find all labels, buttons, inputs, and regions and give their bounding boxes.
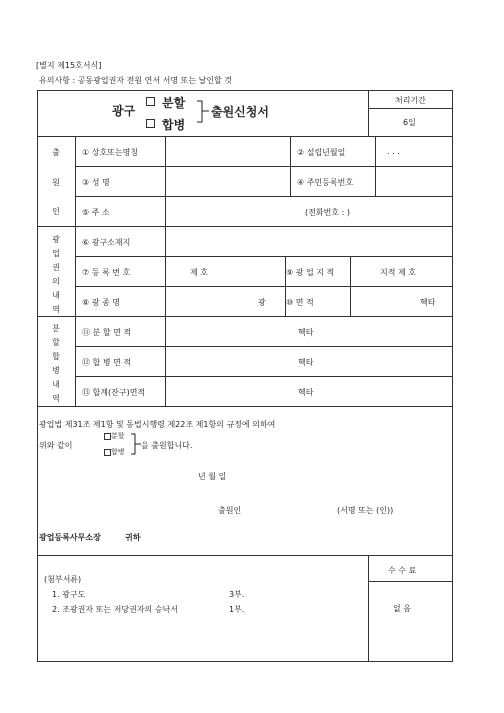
mineral-type-label: ⑧ 광 종 명: [82, 298, 120, 307]
mining-cadastre-label: ⑨ 광 업 지 적: [286, 268, 335, 277]
processing-period-value: 6일: [403, 118, 416, 127]
title-option-split: 분할: [162, 96, 186, 110]
applicant-section-char: 출: [52, 148, 60, 157]
company-name-field[interactable]: [166, 137, 289, 165]
merge-area-label: ⑫ 합 병 면 적: [82, 358, 132, 367]
declaration-prefix: 위와 같이: [39, 441, 73, 450]
signature-field[interactable]: (서명 또는 (인)): [337, 506, 394, 515]
split-section-char: 내: [52, 380, 60, 389]
resident-number-field[interactable]: [376, 167, 452, 195]
title-bracket-icon: [196, 98, 210, 126]
processing-period-label: 처리기간: [395, 96, 426, 105]
split-checkbox[interactable]: [146, 97, 155, 106]
registration-number-label: ⑦ 등 록 번 호: [82, 268, 131, 277]
split-section-char: 합: [52, 352, 60, 361]
merge-checkbox[interactable]: [146, 119, 155, 128]
area-field[interactable]: 헥타: [420, 298, 436, 307]
title-suffix: 출원신청서: [211, 105, 269, 119]
declaration-option-merge: 합병: [111, 448, 125, 456]
applicant-section-char: 인: [52, 207, 60, 216]
recipient-office: 광업등록사무소장: [39, 533, 101, 542]
fee-label: 수 수 료: [388, 566, 417, 575]
application-date[interactable]: 년 월 일: [198, 472, 227, 481]
attachment-item-map: 1. 광구도: [52, 590, 86, 599]
declaration-text: 광업법 제31조 제1항 및 동법시행령 제22조 제1항의 규정에 의하여: [39, 420, 276, 429]
mining-section-char: 광: [52, 235, 60, 244]
total-area-field[interactable]: 헥타: [298, 388, 314, 397]
area-label: ⑩ 면 적: [286, 298, 314, 307]
form-number: [별지 제15호서식]: [36, 61, 102, 70]
split-section-char: 병: [52, 366, 60, 375]
merge-area-field[interactable]: 헥타: [298, 358, 314, 367]
mine-location-label: ⑥ 광구소재지: [82, 238, 131, 247]
mining-section-char: 업: [52, 249, 60, 258]
recipient-suffix: 귀하: [125, 533, 141, 542]
mining-section-char: 내: [52, 291, 60, 300]
declaration-split-checkbox[interactable]: [104, 433, 111, 440]
split-section-char: 역: [52, 394, 60, 403]
title-option-merge: 합병: [162, 118, 186, 132]
split-section-char: 분: [52, 324, 60, 333]
attachment-item-map-count: 3부.: [229, 590, 245, 599]
mine-location-field[interactable]: [166, 227, 452, 255]
total-area-label: ⑬ 합계(잔구)면적: [82, 388, 146, 397]
address-label: ⑤ 주 소: [82, 208, 110, 217]
applicant-section-char: 원: [52, 178, 60, 187]
split-area-field[interactable]: 헥타: [298, 328, 314, 337]
resident-number-label: ④ 주민등록번호: [297, 178, 354, 187]
notice-text: 유의사항 : 공동광업권자 전원 연서 서명 또는 날인할 것: [39, 76, 233, 85]
declaration-option-split: 분할: [111, 432, 125, 440]
attachment-item-consent-count: 1부.: [229, 605, 245, 614]
mining-section-char: 의: [52, 277, 60, 286]
applicant-signature-label: 출원인: [218, 506, 242, 515]
establish-date-label: ② 설립년월일: [297, 148, 346, 157]
declaration-merge-checkbox[interactable]: [104, 449, 111, 456]
establish-date-field[interactable]: . . .: [387, 147, 400, 156]
company-name-label: ① 상호또는명칭: [82, 148, 139, 157]
registration-number-field[interactable]: 제 호: [190, 268, 208, 277]
mining-cadastre-field[interactable]: 지적 제 호: [380, 268, 416, 277]
declaration-suffix: 을 출원합니다.: [141, 441, 193, 450]
fee-value: 없 음: [393, 604, 411, 613]
split-section-char: 할: [52, 338, 60, 347]
attachments-title: (첨부서류): [44, 575, 82, 584]
mining-section-char: 역: [52, 305, 60, 314]
mineral-type-field[interactable]: 광: [258, 298, 266, 307]
title-prefix: 광구: [112, 104, 136, 118]
name-label: ③ 성 명: [82, 178, 110, 187]
name-field[interactable]: [166, 167, 289, 195]
attachment-item-consent: 2. 조광권자 또는 저당권자의 승낙서: [52, 605, 178, 614]
phone-number-field[interactable]: (전화번호 : ): [305, 208, 350, 217]
mining-section-char: 권: [52, 263, 60, 272]
split-area-label: ⑪ 분 할 면 적: [82, 328, 132, 337]
